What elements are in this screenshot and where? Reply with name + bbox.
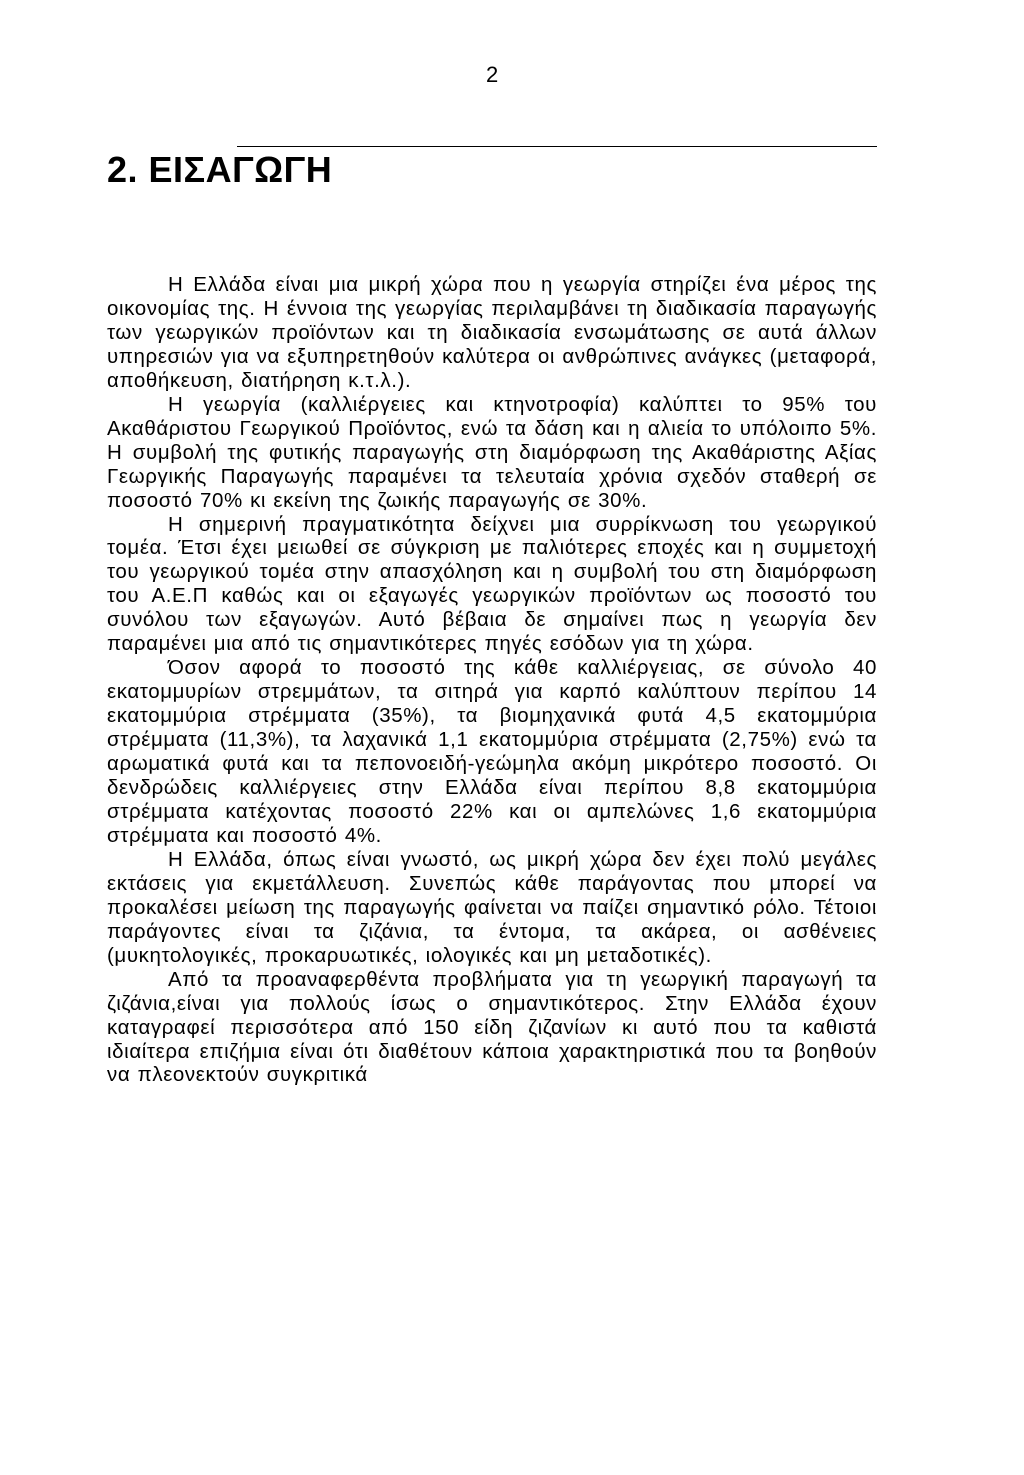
page-number: 2 (486, 62, 499, 87)
paragraph-weeds: Από τα προαναφερθέντα προβλήματα για τη γεωργική παραγωγή τα ζιζάνια,είναι για πολλούς ίσως ο σημαντικότερος. Στην Ελλάδα έχουν καταγραφεί περισσότερα από 150 είδη ζιζανίων κι αυτό που τα καθιστά ιδιαίτερα επιζήμια είναι ότι διαθέτουν κάποια χαρακτηριστικά που τα βοηθούν να πλεονεκτούν συγκριτικά (107, 967, 877, 1087)
header-rule (237, 146, 877, 147)
paragraph-crop-percentages: Όσον αφορά το ποσοστό της κάθε καλλιέργειας, σε σύνολο 40 εκατομμυρίων στρεμμάτων, τα σιτηρά για καρπό καλύπτουν περίπου 14 εκατομμύρια στρέμματα (35%), τα βιομηχανικά φυτά 4,5 εκατομμύρια στρέμματα (11,3%), τα λαχανικά 1,1 εκατομμύρια στρέμματα (2,75%) ενώ τα αρωματικά φυτά και τα πεπονοειδή-γεώμηλα ακόμη μικρότερο ποσοστό. Οι δενδρώδεις καλλιέργειες στην Ελλάδα είναι περίπου 8,8 εκατομμύρια στρέμματα κατέχοντας ποσοστό 22% και οι αμπελώνες 1,6 εκατομμύρια στρέμματα και ποσοστό 4%. (107, 656, 877, 847)
body-text (107, 273, 877, 1087)
chapter-title: 2. ΕΙΣΑΓΩΓΗ (107, 149, 333, 190)
paragraph-sector-shrinkage: Η σημερινή πραγματικότητα δείχνει μια συρρίκνωση του γεωργικού τομέα. Έτσι έχει μειωθεί σε σύγκριση με παλιότερες εποχές και η συμμετοχή του γεωργικού τομέα στην απασχόληση και η συμβολή του στη διαμόρφωση του Α.Ε.Π καθώς και οι εξαγωγές γεωργικών προϊόντων ως ποσοστό του συνόλου των εξαγωγών. Αυτό βέβαια δε σημαίνει πως η γεωργία δεν παραμένει μια από τις σημαντικότερες πηγές εσόδων για τη χώρα. (107, 512, 877, 656)
paragraph-intro: Η Ελλάδα είναι μια μικρή χώρα που η γεωργία στηρίζει ένα μέρος της οικονομίας της. Η έννοια της γεωργίας περιλαμβάνει τη διαδικασία παραγωγής των γεωργικών προϊόντων και τη διαδικασία ενσωμάτωσης σε αυτά άλλων υπηρεσιών για να εξυπηρετηθούν καλύτερα οι ανθρώπινες ανάγκες (μεταφορά, αποθήκευση, διατήρηση κ.τ.λ.). (107, 273, 877, 392)
paragraph-production-share: Η γεωργία (καλλιέργειες και κτηνοτροφία) καλύπτει το 95% του Ακαθάριστου Γεωργικού Προϊόντος, ενώ τα δάση και η αλιεία το υπόλοιπο 5%. Η συμβολή της φυτικής παραγωγής στη διαμόρφωση της Ακαθάριστης Αξίας Γεωργικής Παραγωγής παραμένει τα τελευταία χρόνια σχεδόν σταθερή σε ποσοστό 70% κι εκείνη της ζωικής παραγωγής σε 30%. (107, 392, 877, 512)
paragraph-production-factors: Η Ελλάδα, όπως είναι γνωστό, ως μικρή χώρα δεν έχει πολύ μεγάλες εκτάσεις για εκμετάλλευση. Συνεπώς κάθε παράγοντας που μπορεί να προκαλέσει μείωση της παραγωγής φαίνεται να παίζει σημαντικό ρόλο. Τέτοιοι παράγοντες είναι τα ζιζάνια, τα έντομα, τα ακάρεα, οι ασθένειες (μυκητολογικές, προκαρυωτικές, ιολογικές και μη μεταδοτικές). (107, 847, 877, 967)
